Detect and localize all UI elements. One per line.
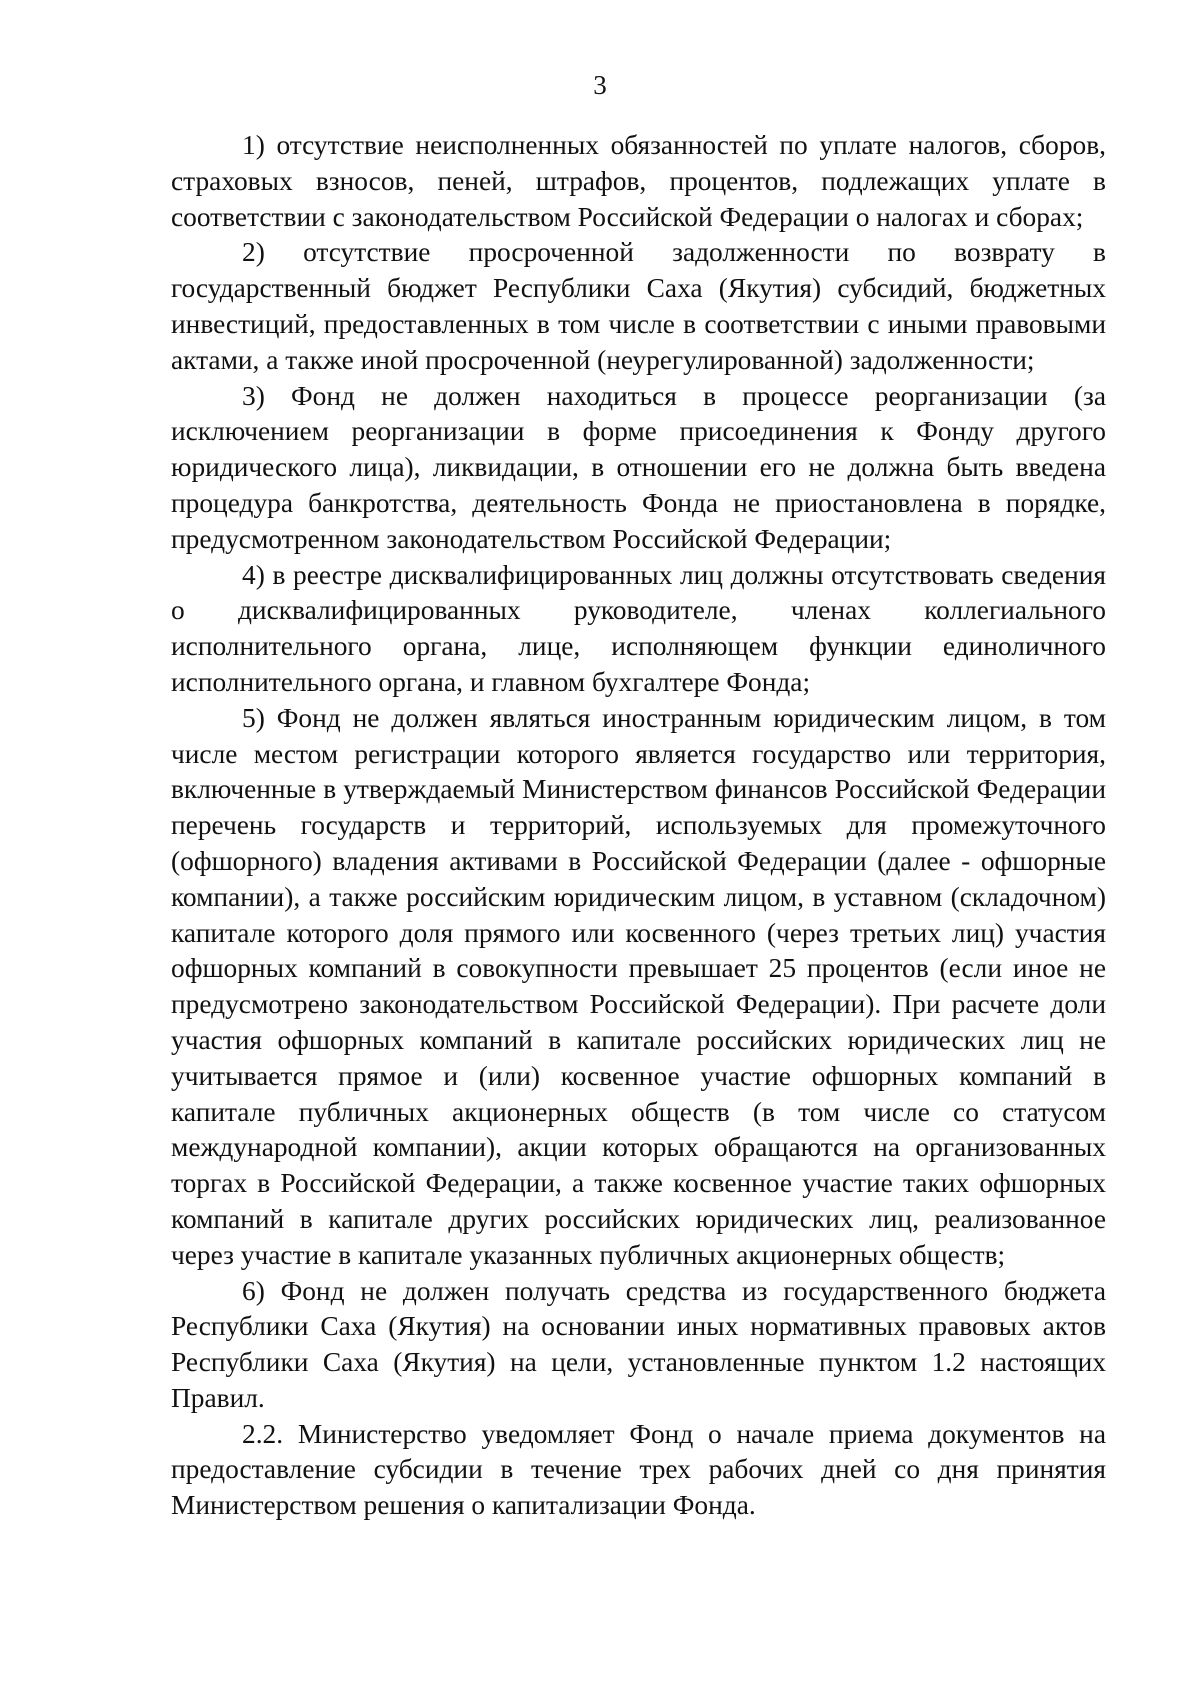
paragraph-item-2: 2) отсутствие просроченной задолженности по возврату в государственный бюджет Республики Саха (Якутия) субсидий, бюджетных инвестиций, предоставленных в том числе в соответствии с иными правовыми актами, а также иной просроченной (неурегулированной) задолженности;: [171, 237, 1106, 375]
paragraph-item-6: 6) Фонд не должен получать средства из государственного бюджета Республики Саха (Якутия) на основании иных нормативных правовых актов Республики Саха (Якутия) на цели, установленные пунктом 1.2 настоящих Правил.: [171, 1275, 1106, 1413]
paragraph-item-3: 3) Фонд не должен находиться в процессе реорганизации (за исключением реорганизации в форме присоединения к Фонду другого юридического лица), ликвидации, в отношении его не должна быть введена процедура банкротства, деятельность Фонда не приостановлена в порядке, предусмотренном законодательством Российской Федерации;: [171, 380, 1106, 554]
page-number: 3: [593, 70, 607, 100]
paragraph-item-4: 4) в реестре дисквалифицированных лиц должны отсутствовать сведения о дисквалифицированных руководителе, членах коллегиального исполнительного органа, лице, исполняющем функции единоличного исполнительного органа, и главном бухгалтере Фонда;: [171, 559, 1106, 697]
paragraph-section-2-2: 2.2. Министерство уведомляет Фонд о начале приема документов на предоставление субсидии в течение трех рабочих дней со дня принятия Министерством решения о капитализации Фонда.: [171, 1418, 1106, 1521]
paragraph-item-5: 5) Фонд не должен являться иностранным юридическим лицом, в том числе местом регистрации которого является государство или территория, включенные в утверждаемый Министерством финансов Российской Федерации перечень государств и территорий, используемых для промежуточного (офшорного) владения активами в Российской Федерации (далее - офшорные компании), а также российским юридическим лицом, в уставном (складочном) капитале которого доля прямого или косвенного (через третьих лиц) участия офшорных компаний в совокупности превышает 25 процентов (если иное не предусмотрено законодательством Российской Федерации). При расчете доли участия офшорных компаний в капитале российских юридических лиц не учитывается прямое и (или) косвенное участие офшорных компаний в капитале публичных акционерных обществ (в том числе со статусом международной компании), акции которых обращаются на организованных торгах в Российской Федерации, а также косвенное участие таких офшорных компаний в капитале других российских юридических лиц, реализованное через участие в капитале указанных публичных акционерных обществ;: [171, 702, 1106, 1270]
document-body: [171, 128, 1106, 1524]
paragraph-item-1: 1) отсутствие неисполненных обязанностей по уплате налогов, сборов, страховых взносов, пеней, штрафов, процентов, подлежащих уплате в соответствии с законодательством Российской Федерации о налогах и сборах;: [171, 130, 1106, 232]
